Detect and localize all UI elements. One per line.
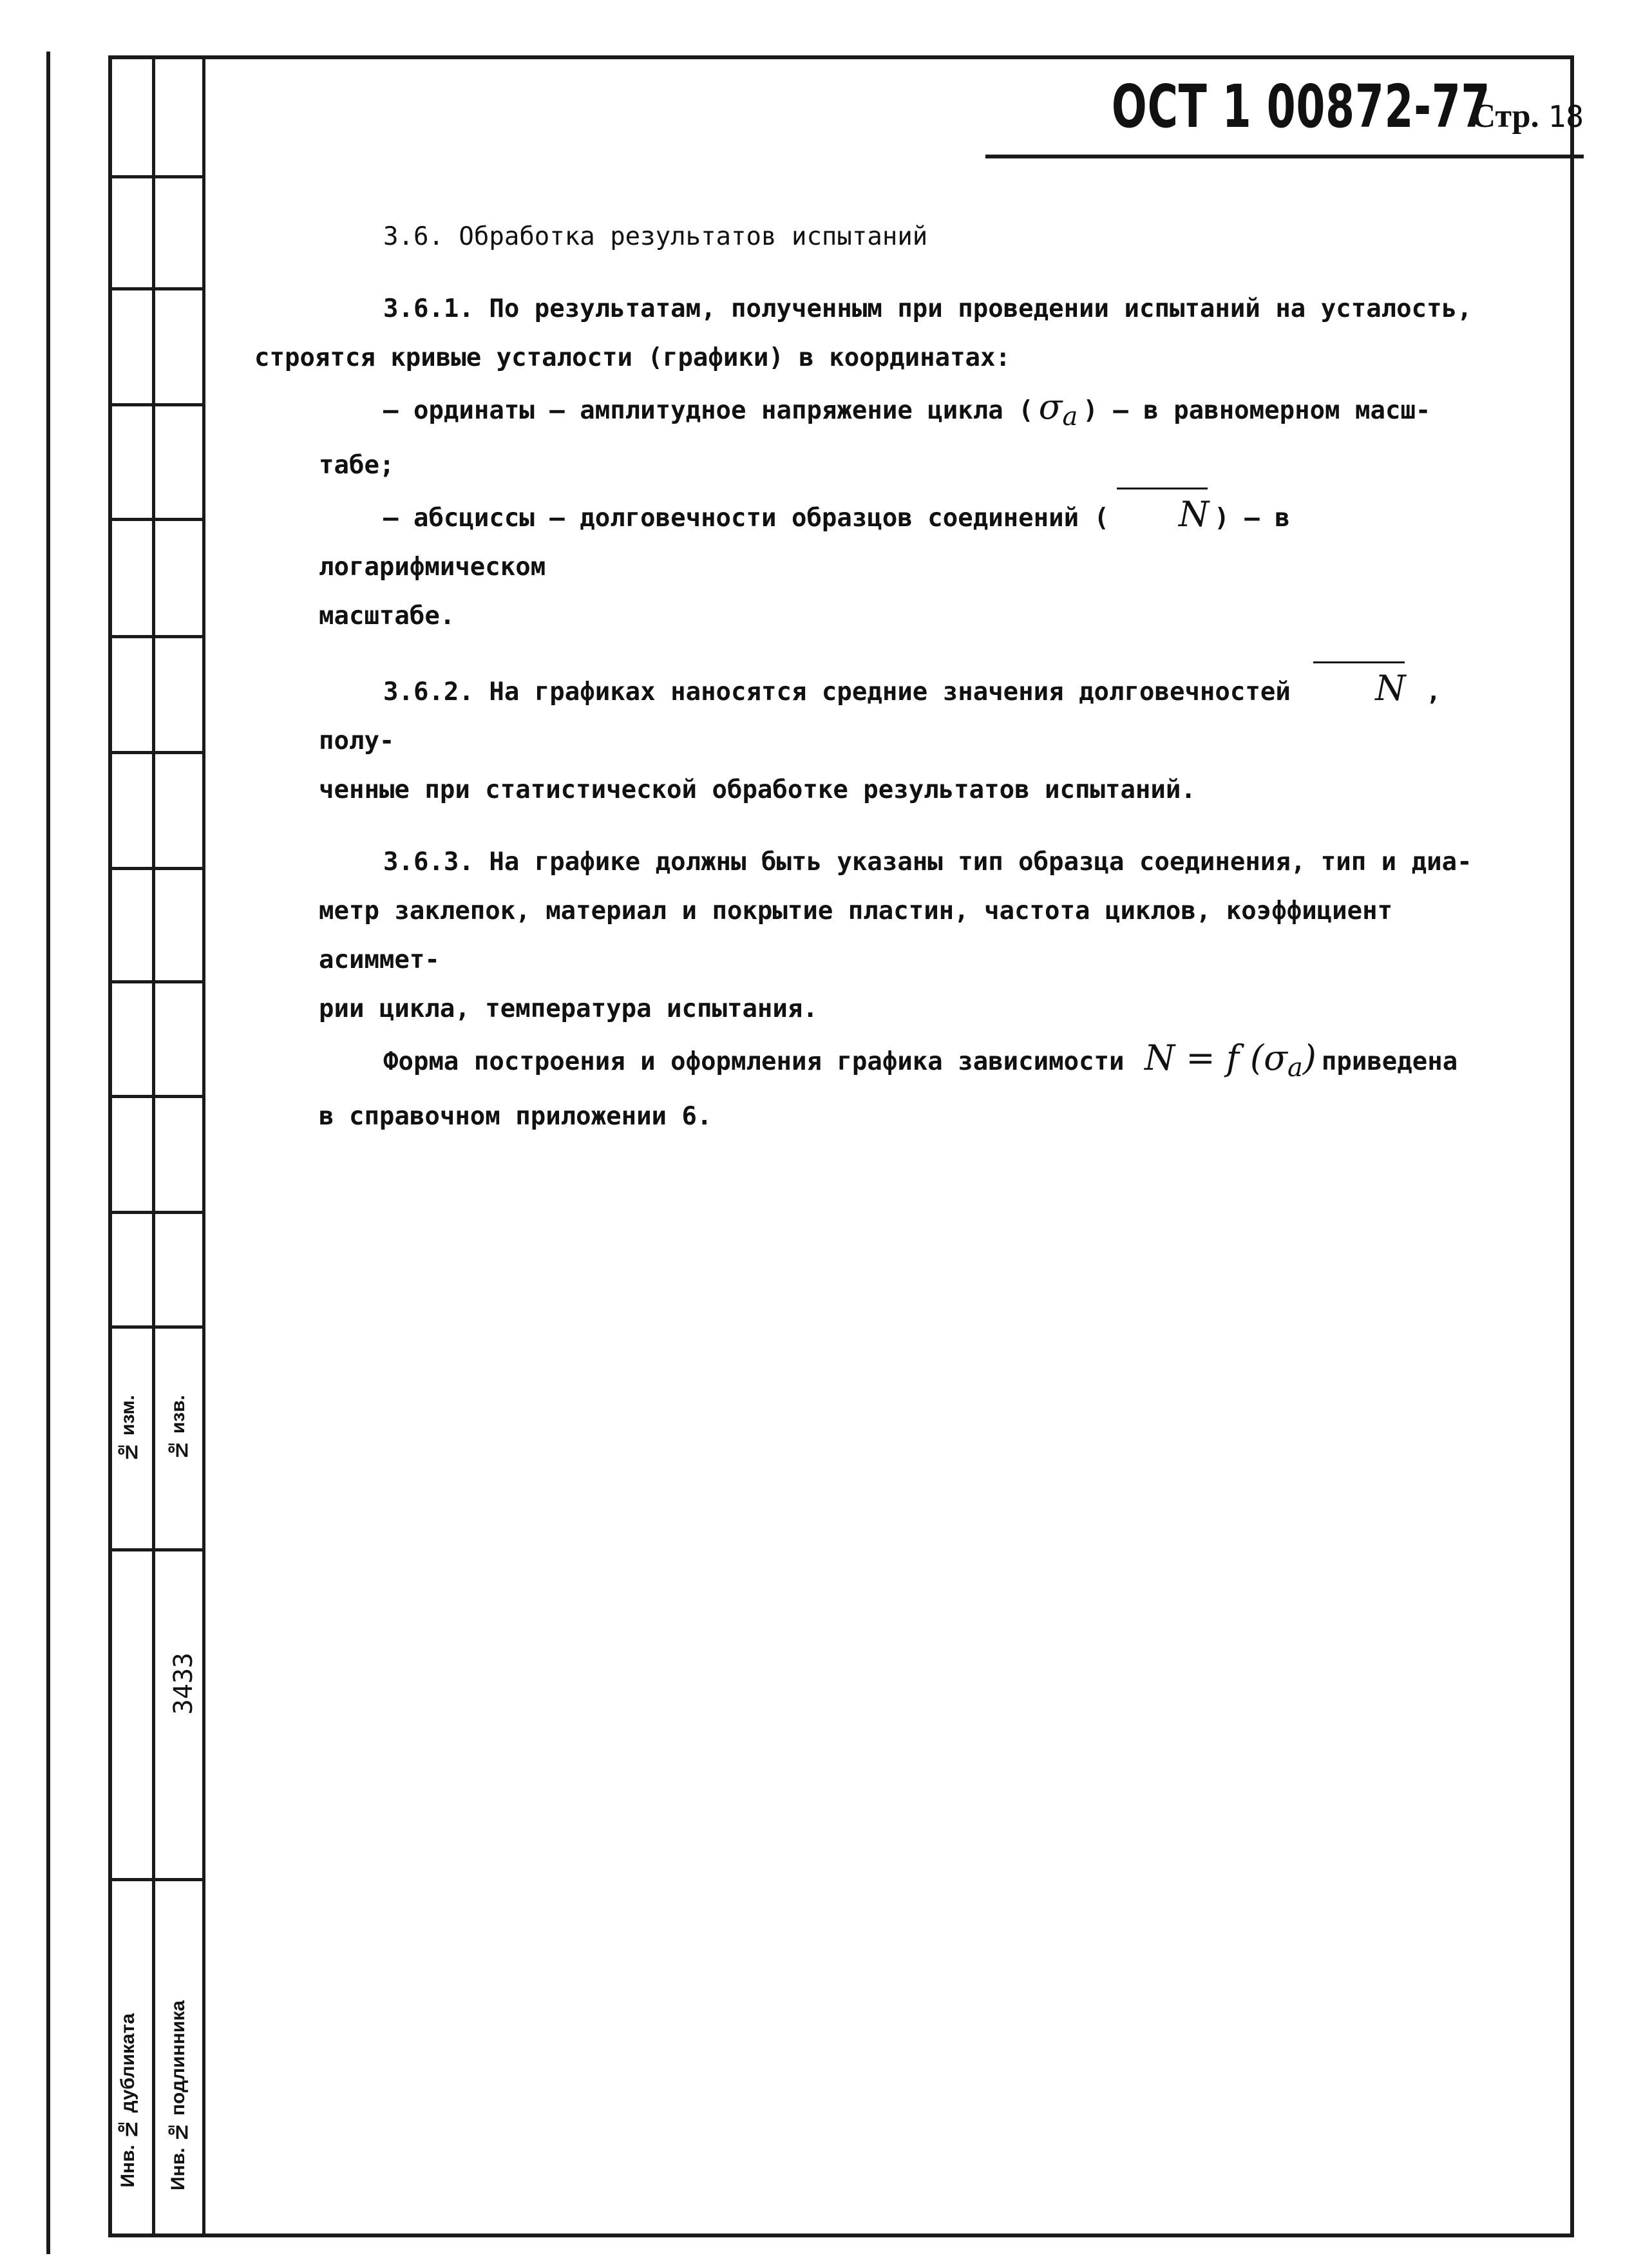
table-divider-col — [152, 55, 155, 2237]
table-row-line — [108, 403, 205, 406]
table-row-line — [108, 1211, 205, 1214]
paragraph-text: метр заклепок, материал и покрытие пластин, частота циклов, коэффициент асиммет- — [319, 896, 1393, 974]
paragraph-text: в справочном приложении 6. — [319, 1102, 712, 1131]
n-bar-symbol: N — [1109, 490, 1214, 539]
table-row-line — [108, 1325, 205, 1329]
table-row-line — [108, 518, 205, 521]
paragraph-3-6-3 — [319, 838, 1510, 887]
table-divider-right — [202, 55, 205, 2237]
section-heading — [319, 213, 1510, 261]
document-code: ОСТ 1 00872-77 — [1112, 72, 1491, 141]
section-heading-text: 3.6. Обработка результатов испытаний — [383, 222, 928, 251]
document-header — [985, 72, 1584, 158]
paragraph-3-6-1 — [254, 285, 1510, 383]
paragraph-text: 3.6.3. На графике должны быть указаны тип образца соединения, тип и диа- — [383, 848, 1472, 877]
abscissa-text: – абсциссы – долговечности образцов соединений ( — [383, 504, 1110, 533]
duplicate-inventory-label: Инв. № дубликата — [117, 2013, 138, 2188]
paragraph-formula-cont — [319, 1092, 1510, 1141]
paragraph-text: ченные при статистической обработке результатов испытаний. — [319, 775, 1196, 804]
subscript-a: a — [1062, 402, 1078, 432]
ordinate-item — [319, 383, 1510, 441]
paragraph-text: табе; — [319, 451, 395, 480]
notice-number-label: № изв. — [167, 1395, 189, 1461]
document-body — [254, 213, 1510, 1141]
paragraph-text: масштабе. — [319, 602, 455, 631]
paragraph-text: 3.6.1. По результатам, полученным при проведении испытаний на усталость, — [383, 294, 1472, 323]
ordinate-continuation — [319, 441, 1510, 490]
table-row-line — [108, 980, 205, 983]
paragraph-text: строятся кривые усталости (графики) в координатах: — [254, 343, 1011, 372]
table-row-line — [108, 1548, 205, 1551]
side-stamp-table — [108, 55, 205, 2237]
original-inventory-label: Инв. № подлинника — [167, 2000, 189, 2191]
sigma-glyph: σ — [1264, 1038, 1287, 1078]
paragraph-3-6-2 — [319, 664, 1510, 766]
inventory-number-value: 3433 — [169, 1653, 198, 1715]
paragraph-text: 3.6.2. На графиках наносятся средние значения долговечностей — [383, 678, 1291, 707]
abscissa-continuation — [319, 592, 1510, 641]
sigma-glyph: σ — [1038, 386, 1063, 427]
paragraph-3-6-2-cont — [319, 766, 1510, 815]
table-row-line — [108, 751, 205, 754]
table-row-line — [108, 1878, 205, 1881]
formula-symbol — [1139, 1038, 1322, 1083]
table-row-line — [108, 867, 205, 870]
abscissa-text: ) – в логарифмическом — [319, 504, 1290, 582]
paragraph-text: рии цикла, температура испытания. — [319, 994, 818, 1023]
paragraph-text: приведена — [1321, 1047, 1458, 1076]
ordinate-text: – ординаты – амплитудное напряжение цикла ( — [383, 396, 1034, 425]
formula-lhs: N = f ( — [1144, 1038, 1264, 1078]
change-number-label: № изм. — [117, 1395, 138, 1463]
ordinate-text: ) – в равномерном масш- — [1083, 396, 1431, 425]
paragraph-text: Форма построения и оформления графика зависимости — [383, 1047, 1125, 1076]
n-bar-symbol: N — [1305, 664, 1410, 713]
table-row-line — [108, 287, 205, 290]
table-row-line — [108, 1095, 205, 1098]
paragraph-text: , полу- — [319, 678, 1441, 755]
binding-line — [46, 52, 50, 2254]
formula-rhs: ) — [1302, 1038, 1316, 1078]
paragraph-3-6-3-line3 — [319, 985, 1510, 1034]
table-row-line — [108, 635, 205, 638]
page-number: 18 — [1548, 99, 1584, 134]
abscissa-item — [319, 490, 1510, 592]
table-row-line — [108, 175, 205, 178]
paragraph-3-6-3-line2 — [319, 887, 1510, 985]
page-label: Стр. — [1471, 98, 1539, 135]
sigma-a-symbol — [1034, 386, 1083, 432]
subscript-a: a — [1287, 1053, 1303, 1083]
paragraph-formula — [319, 1034, 1510, 1092]
